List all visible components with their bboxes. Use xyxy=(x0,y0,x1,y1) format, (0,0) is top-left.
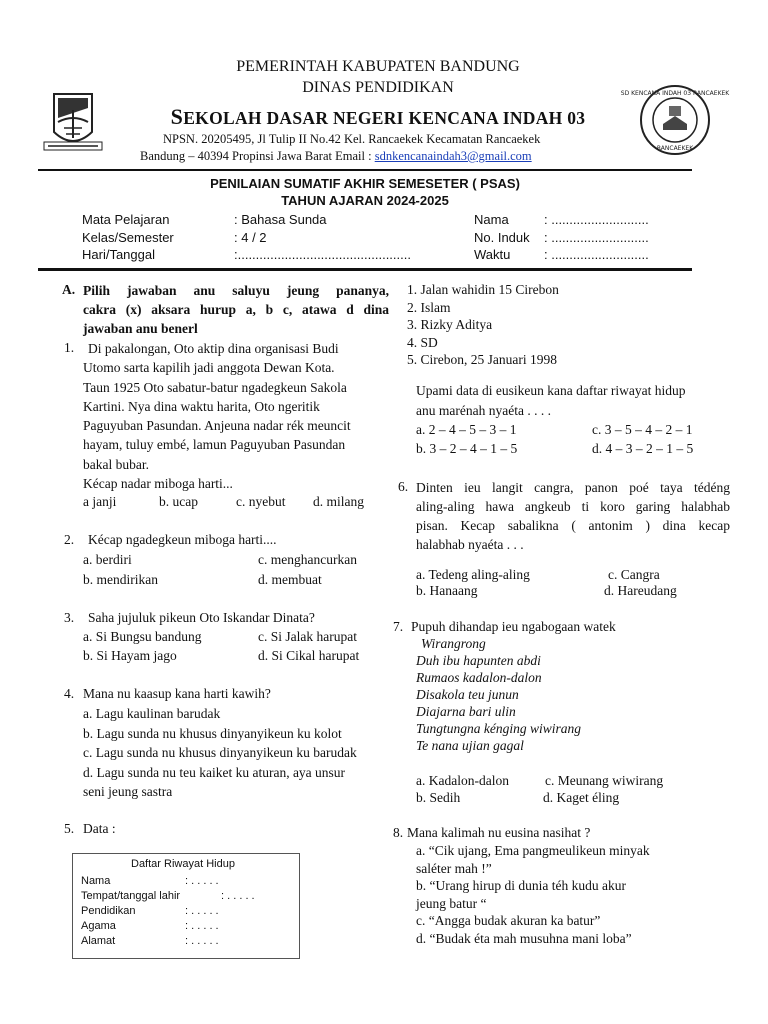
school-name: SEKOLAH DASAR NEGERI KENCANA INDAH 03 xyxy=(170,104,586,129)
q5-question-1: Upami data di eusikeun kana daftar riwayat hidup xyxy=(416,383,686,398)
q3-option-b[interactable]: b. Si Hayam jago xyxy=(83,648,177,663)
q7-option-b[interactable]: b. Sedih xyxy=(416,790,461,805)
q2-option-d[interactable]: d. membuat xyxy=(258,572,322,587)
q2-option-c[interactable]: c. menghancurkan xyxy=(258,552,357,567)
q1-text: Di pakalongan, Oto aktip dina organisasi Budi Utomo sarta kapilih jadi anggota Dewan Kota. Taun 1925 Oto sabatur-batur ngadegkeun Sakola Kartini. Nya dina waktu harita, Oto ngeritik Paguyuban Pasundan. Anjeuna nadar rék meuncit hayam, tuluy embé, lamun Paguyuban Pasundan bakal bubar. Kécap nadar miboga harti... xyxy=(83,341,351,492)
svg-text:SD KENCANA INDAH 03 RANCAEKEK: SD KENCANA INDAH 03 RANCAEKEK xyxy=(620,90,730,97)
q2-option-a[interactable]: a. berdiri xyxy=(83,552,132,567)
school-address-1: NPSN. 20205495, Jl Tulip II No.42 Kel. Rancaekek Kecamatan Rancaekek xyxy=(163,132,541,146)
q5-number: 5. xyxy=(64,821,75,836)
section-letter: A. xyxy=(62,282,76,297)
q5-option-a[interactable]: a. 2 – 4 – 5 – 3 – 1 xyxy=(416,422,517,437)
data-table xyxy=(72,853,300,959)
q5-option-d[interactable]: d. 4 – 3 – 2 – 1 – 5 xyxy=(592,441,694,456)
svg-text:RANCAEKEK: RANCAEKEK xyxy=(656,145,694,152)
header-office: DINAS PENDIDIKAN xyxy=(302,79,454,96)
q5-data-list: 1. Jalan wahidin 15 Cirebon 2. Islam 3. Rizky Aditya 4. SD 5. Cirebon, 25 Januari 1998 xyxy=(407,282,559,367)
school-address-2: Bandung – 40394 Propinsi Jawa Barat Email : sdnkencanaindah3@gmail.com xyxy=(140,149,532,163)
q8-option-d[interactable]: d. “Budak éta mah musuhna mani loba” xyxy=(416,930,632,946)
q8-option-a[interactable]: a. “Cik ujang, Ema pangmeulikeun minyak xyxy=(416,843,650,858)
q6-option-b[interactable]: b. Hanaang xyxy=(416,583,478,598)
q1-number: 1. xyxy=(64,340,75,355)
q8-text: Mana kalimah nu eusina nasihat ? xyxy=(407,825,591,840)
data-table-title: Daftar Riwayat Hidup xyxy=(131,858,235,870)
q7-poem: Wirangrong Duh ibu hapunten abdi Rumaos kadalon-dalon Disakola teu junun Diajarna bari ulin Tungtungna kénging wiwirang Te nana ujian gagal xyxy=(416,636,582,753)
q7-option-d[interactable]: d. Kaget éling xyxy=(543,790,620,805)
q4-number: 4. xyxy=(64,686,75,701)
email-link[interactable]: sdnkencanaindah3@gmail.com xyxy=(374,149,532,163)
q1-option-d[interactable]: d. milang xyxy=(313,494,364,509)
student-id-field[interactable]: : ........................... xyxy=(544,229,649,245)
q8-option-c[interactable]: c. “Angga budak akuran ka batur” xyxy=(416,913,601,928)
q8-option-b[interactable]: b. “Urang hirup di dunia téh kudu akur xyxy=(416,878,626,893)
q4-text: Mana nu kaasup kana harti kawih? xyxy=(83,686,271,701)
info-left: Mata Pelajaran : Bahasa Sunda Kelas/Semester : 4 / 2 Hari/Tanggal :................................................ xyxy=(82,212,411,262)
q4-option-b[interactable]: b. Lagu sunda nu khusus dinyanyikeun ku kolot xyxy=(83,725,342,741)
q4-option-c[interactable]: c. Lagu sunda nu khusus dinyanyikeun ku barudak xyxy=(83,745,357,760)
q6-option-d[interactable]: d. Hareudang xyxy=(604,583,677,598)
q2-number: 2. xyxy=(64,532,75,547)
q5-option-b[interactable]: b. 3 – 2 – 4 – 1 – 5 xyxy=(416,441,518,456)
header-gov: PEMERINTAH KABUPATEN BANDUNG xyxy=(236,58,520,75)
data-table-rows: Nama : . . . . . Tempat/tanggal lahir : . . . . . Pendidikan : . . . . . Agama : . . . . . Alamat : . . . . . xyxy=(81,875,255,947)
q6-option-a[interactable]: a. Tedeng aling-aling xyxy=(416,567,530,582)
q3-number: 3. xyxy=(64,610,75,625)
q1-option-c[interactable]: c. nyebut xyxy=(236,494,286,509)
q5-option-c[interactable]: c. 3 – 5 – 4 – 2 – 1 xyxy=(592,422,693,437)
q4-options: a. Lagu kaulinan barudak b. Lagu sunda nu khusus dinyanyikeun ku kolot c. Lagu sunda nu khusus dinyanyikeun ku barudak d. Lagu sunda nu teu kaiket ku aturan, aya unsur seni jeung sastra xyxy=(83,706,357,799)
q5-question-2: anu marénah nyaéta . . . . xyxy=(416,403,551,418)
info-right: Nama : ........................... No. Induk : ........................... Waktu : ........................... xyxy=(474,212,649,262)
section-instructions: Pilih jawaban anu saluyu jeung pananya, cakra (x) aksara hurup a, b c, atawa d dina jawaban anu benerl xyxy=(83,283,389,336)
header-rule xyxy=(38,169,692,171)
q7-option-c[interactable]: c. Meunang wiwirang xyxy=(545,773,664,788)
q1-option-a[interactable]: a janji xyxy=(83,494,117,509)
q7-option-a[interactable]: a. Kadalon-dalon xyxy=(416,773,509,788)
info-rule xyxy=(38,268,692,271)
q7-text: Pupuh dihandap ieu ngabogaan watek xyxy=(411,619,616,634)
q5-text: Data : xyxy=(83,821,116,836)
q8-options: a. “Cik ujang, Ema pangmeulikeun minyak saléter mah !” b. “Urang hirup di dunia téh kudu akur jeung batur “ c. “Angga budak akuran ka batur” d. “Budak éta mah musuhna mani loba” xyxy=(416,843,650,946)
exam-title: PENILAIAN SUMATIF AKHIR SEMESETER ( PSAS) xyxy=(210,176,520,191)
q7-number: 7. xyxy=(393,619,404,634)
q3-text: Saha jujuluk pikeun Oto Iskandar Dinata? xyxy=(88,610,315,625)
time-field[interactable]: : ........................... xyxy=(544,247,649,262)
q6-number: 6. xyxy=(398,479,409,494)
q6-option-c[interactable]: c. Cangra xyxy=(608,567,660,582)
q8-number: 8. xyxy=(393,825,404,840)
q3-option-a[interactable]: a. Si Bungsu bandung xyxy=(83,629,202,644)
q3-option-c[interactable]: c. Si Jalak harupat xyxy=(258,629,357,644)
q2-text: Kécap ngadegkeun miboga harti.... xyxy=(88,532,277,547)
exam-year: TAHUN AJARAN 2024-2025 xyxy=(281,193,449,208)
q3-option-d[interactable]: d. Si Cikal harupat xyxy=(258,648,360,663)
q1-option-b[interactable]: b. ucap xyxy=(159,494,198,509)
q2-option-b[interactable]: b. mendirikan xyxy=(83,572,158,587)
q6-text: Dinten ieu langit cangra, panon poé taya tédéng aling-aling hawa angkeub ti koro garing halabhab pisan. Kecap sabalikna ( antonim ) dina kecap halabhab nyaéta . . . xyxy=(416,480,730,552)
q4-option-d[interactable]: d. Lagu sunda nu teu kaiket ku aturan, aya unsur xyxy=(83,764,346,780)
q4-option-a[interactable]: a. Lagu kaulinan barudak xyxy=(83,706,221,721)
name-field[interactable]: : ........................... xyxy=(544,212,649,227)
